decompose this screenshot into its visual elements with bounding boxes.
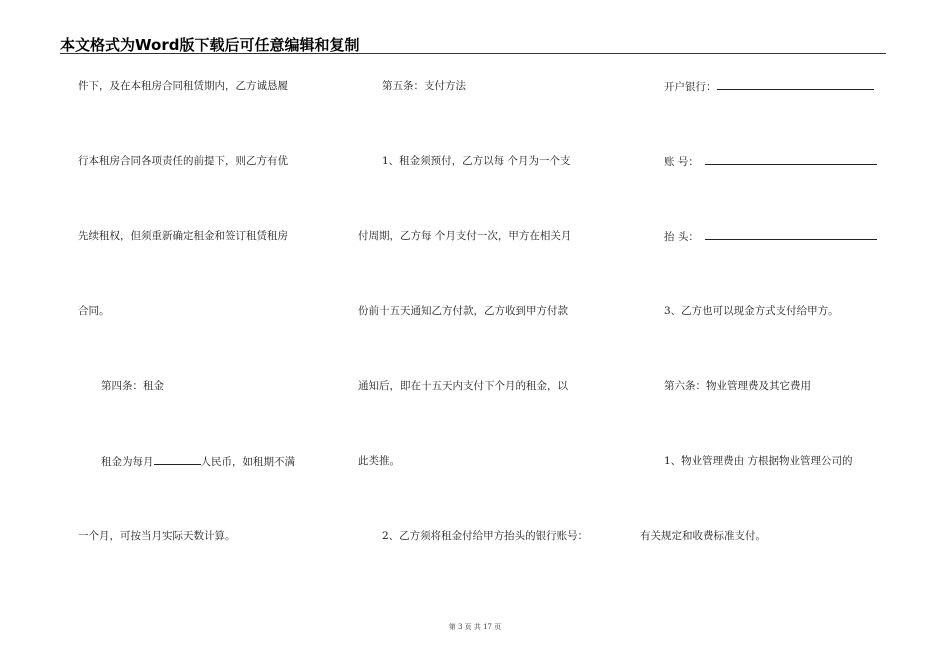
rent-amount-suffix: 人民币，如租期不满 [200, 456, 295, 468]
account-number-field [664, 154, 877, 169]
middle-line-4: 通知后，即在十五天内支付下个月的租金，以 [358, 380, 568, 392]
left-line-3: 先续租权，但须重新确定租金和签订租赁租房 [78, 230, 288, 242]
account-number-blank [705, 154, 877, 165]
left-line-2: 行本租房合同各项责任的前提下，则乙方有优 [78, 155, 288, 167]
middle-line-3: 份前十五天通知乙方付款，乙方收到甲方付款 [358, 305, 568, 317]
middle-line-1: 1、租金须预付，乙方以每 个月为一个支 [382, 155, 571, 167]
header-divider [60, 53, 886, 54]
rent-amount-line [101, 454, 295, 469]
document-header-title: 本文格式为Word版下载后可任意编辑和复制 [60, 36, 360, 54]
bank-name-label: 开户银行： [664, 81, 717, 93]
article-4-heading: 第四条：租金 [101, 380, 164, 392]
right-line-4: 3、乙方也可以现金方式支付给甲方。 [664, 305, 839, 317]
account-number-label: 账 号： [664, 156, 699, 168]
left-line-7: 一个月，可按当月实际天数计算。 [78, 530, 236, 542]
bank-name-field [664, 79, 874, 94]
right-line-7: 有关规定和收费标准支付。 [640, 530, 766, 542]
payee-blank [705, 229, 877, 240]
left-line-1: 件下，及在本租房合同租赁期内，乙方诚恳履 [78, 80, 288, 92]
middle-line-6: 2、乙方须将租金付给甲方抬头的银行账号： [382, 530, 589, 542]
article-6-heading: 第六条：物业管理费及其它费用 [664, 380, 811, 392]
left-line-4: 合同。 [78, 305, 110, 317]
payee-field [664, 229, 877, 244]
payee-label: 抬 头： [664, 231, 699, 243]
rent-amount-blank [154, 454, 201, 465]
middle-line-2: 付周期，乙方每 个月支付一次，甲方在相关月 [358, 230, 572, 242]
article-5-heading: 第五条：支付方法 [382, 80, 466, 92]
rent-amount-prefix: 租金为每月 [101, 456, 154, 468]
middle-line-5: 此类推。 [358, 455, 400, 467]
page-number: 第 3 页 共 17 页 [448, 623, 502, 631]
right-line-6: 1、物业管理费由 方根据物业管理公司的 [664, 455, 853, 467]
bank-name-blank [717, 79, 874, 90]
